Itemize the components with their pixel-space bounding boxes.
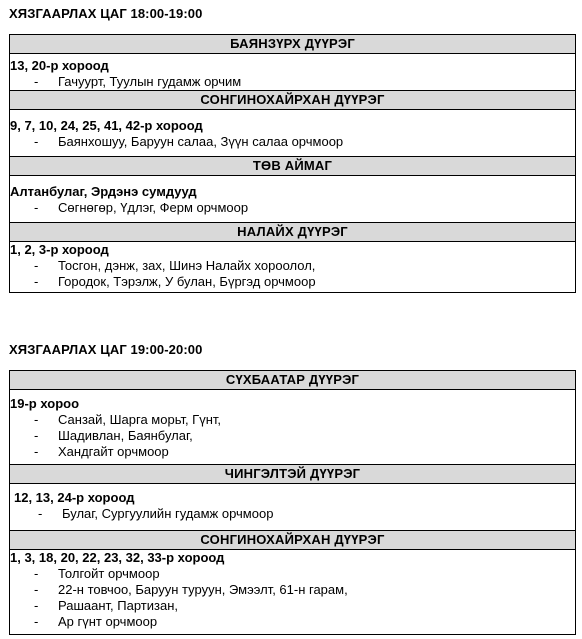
district-header: ЧИНГЭЛТЭЙ ДҮҮРЭГ [10, 465, 576, 484]
district-header: СҮХБААТАР ДҮҮРЭГ [10, 371, 576, 390]
dash-bullet: - [34, 274, 39, 289]
khoroo-label: 1, 3, 18, 20, 22, 23, 32, 33-р хороод [10, 550, 225, 565]
place-text: Рашаант, Партизан, [58, 598, 178, 613]
khoroo-label: 12, 13, 24-р хороод [14, 490, 135, 505]
dash-bullet: - [34, 582, 39, 597]
place-text: Гачуурт, Туулын гудамж орчим [58, 74, 242, 89]
place-text: Сөгнөгөр, Үдлэг, Ферм орчмоор [58, 200, 249, 215]
district-header: СОНГИНОХАЙРХАН ДҮҮРЭГ [10, 91, 576, 110]
district-body [10, 242, 576, 293]
dash-bullet: - [34, 428, 39, 443]
place-item [10, 428, 575, 444]
district-header: СОНГИНОХАЙРХАН ДҮҮРЭГ [10, 531, 576, 550]
section-title-2: ХЯЗГААРЛАХ ЦАГ 19:00-20:00 [9, 342, 203, 357]
dash-bullet: - [34, 566, 39, 581]
district-header: БАЯНЗҮРХ ДҮҮРЭГ [10, 35, 576, 54]
place-text: Санзай, Шарга морьт, Гүнт, [58, 412, 222, 427]
place-item [10, 74, 575, 90]
district-body [10, 176, 576, 223]
place-item [10, 274, 575, 290]
district-body [10, 390, 576, 465]
khoroo-label: 9, 7, 10, 24, 25, 41, 42-р хороод [10, 118, 203, 133]
khoroo-label: 13, 20-р хороод [10, 58, 109, 73]
place-text: Ар гүнт орчмоор [58, 614, 158, 629]
district-body [10, 484, 576, 531]
khoroo-label: 1, 2, 3-р хороод [10, 242, 109, 257]
dash-bullet: - [34, 74, 39, 89]
place-item [10, 566, 575, 582]
dash-bullet: - [34, 598, 39, 613]
dash-bullet: - [38, 506, 43, 521]
place-text: Толгойт орчмоор [58, 566, 160, 581]
dash-bullet: - [34, 614, 39, 629]
place-item [10, 506, 575, 522]
district-header: ТӨВ АЙМАГ [10, 157, 576, 176]
place-item [10, 134, 575, 150]
place-text: Тосгон, дэнж, зах, Шинэ Налайх хороолол, [58, 258, 316, 273]
khoroo-label: Алтанбулаг, Эрдэнэ сумдууд [10, 184, 197, 199]
dash-bullet: - [34, 412, 39, 427]
place-text: Хандгайт орчмоор [58, 444, 169, 459]
section-title-1: ХЯЗГААРЛАХ ЦАГ 18:00-19:00 [9, 6, 203, 21]
place-item [10, 614, 575, 630]
place-item [10, 598, 575, 614]
place-text: 22-н товчоо, Баруун туруун, Эмээлт, 61-н гарам, [58, 582, 348, 597]
place-text: Баянхошуу, Баруун салаа, Зүүн салаа орчмоор [58, 134, 344, 149]
place-item [10, 412, 575, 428]
dash-bullet: - [34, 258, 39, 273]
district-body [10, 550, 576, 635]
schedule-table-2 [9, 370, 576, 635]
khoroo-label: 19-р хороо [10, 396, 80, 411]
district-body [10, 54, 576, 91]
schedule-table-1 [9, 34, 576, 293]
place-item [10, 582, 575, 598]
place-text: Шадивлан, Баянбулаг, [58, 428, 193, 443]
dash-bullet: - [34, 444, 39, 459]
place-item [10, 258, 575, 274]
place-text: Городок, Тэрэлж, У булан, Бүргэд орчмоор [58, 274, 316, 289]
dash-bullet: - [34, 134, 39, 149]
district-header: НАЛАЙХ ДҮҮРЭГ [10, 223, 576, 242]
place-item [10, 444, 575, 460]
district-body [10, 110, 576, 157]
dash-bullet: - [34, 200, 39, 215]
place-item [10, 200, 575, 216]
place-text: Булаг, Сургуулийн гудамж орчмоор [62, 506, 274, 521]
